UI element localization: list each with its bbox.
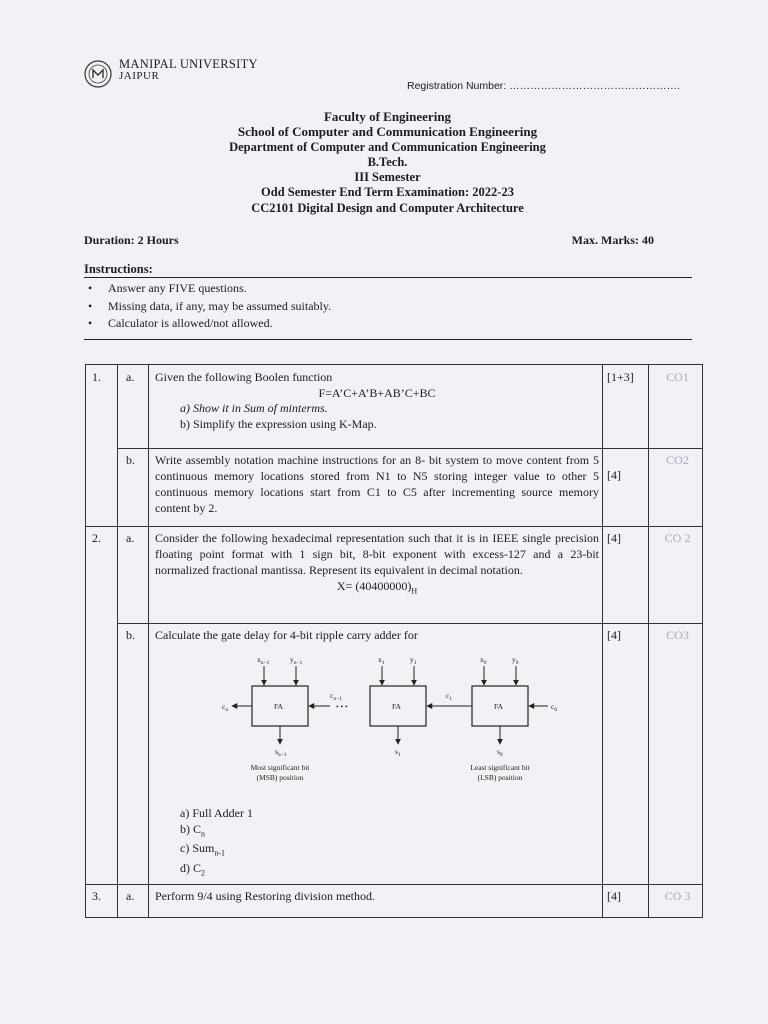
- divider: [84, 277, 692, 278]
- course-outcome: CO 2: [664, 531, 691, 545]
- subquestion-subscript: n-1: [214, 848, 226, 858]
- carry-in-label: $c_0$: [551, 702, 558, 713]
- subquestion-label: c): [180, 841, 190, 856]
- question-part: a.: [126, 370, 135, 384]
- hex-expression: [155, 578, 599, 599]
- question-marks: [4]: [607, 468, 621, 482]
- question-marks: [4]: [607, 531, 621, 545]
- subquestion-list: [155, 806, 599, 881]
- row-divider: [117, 448, 703, 449]
- fa-label-lsb: FA: [494, 702, 504, 711]
- subquestion-text: C: [193, 821, 202, 836]
- registration-number-field: Registration Number: ………………………………………….: [407, 80, 681, 92]
- carry-out-label: $c_n$: [222, 702, 229, 713]
- program-line: B.Tech.: [367, 154, 408, 169]
- subquestion-label: b): [180, 821, 190, 836]
- university-name: MANIPAL UNIVERSITY: [119, 57, 258, 71]
- instructions-title: Instructions:: [84, 262, 153, 276]
- subquestion-subscript: n: [201, 828, 206, 838]
- subquestion-subscript: 2: [201, 868, 206, 878]
- divider: [84, 339, 692, 340]
- course-outcome: CO3: [666, 628, 689, 642]
- row-divider: [85, 526, 703, 527]
- lsb-caption-line1: Least significant bit: [470, 763, 530, 772]
- input-label-y-msb: $y_{n-1}$: [290, 655, 303, 666]
- input-label-y-1: $y_1$: [410, 655, 417, 666]
- carry-label-msb-in: $c_{n-1}$: [330, 691, 342, 702]
- school-line: School of Computer and Communication Engineering: [237, 124, 538, 140]
- subquestion: [180, 841, 599, 861]
- question-number: 3.: [92, 889, 101, 903]
- output-label-sum-0: $s_0$: [497, 747, 503, 758]
- msb-caption-line2: (MSB) position: [256, 773, 304, 782]
- course-outcome: CO1: [666, 370, 689, 384]
- max-marks: Max. Marks: 40: [571, 233, 654, 247]
- question-marks: [1+3]: [607, 370, 634, 384]
- subquestion-text: Sum: [192, 841, 215, 856]
- subquestion: [180, 822, 599, 842]
- question-intro: Given the following Boolen function: [155, 370, 333, 384]
- input-label-y-0: $y_0$: [512, 655, 519, 666]
- ripple-carry-adder-diagram: [156, 652, 576, 792]
- subquestion-label: d): [180, 861, 190, 876]
- table-border: [85, 917, 703, 918]
- question-part: a.: [126, 531, 135, 545]
- course-outcome: CO2: [666, 453, 689, 467]
- exam-heading: [150, 109, 625, 216]
- course-line: CC2101 Digital Design and Computer Architecture: [251, 200, 524, 215]
- subquestion-block: [155, 806, 599, 881]
- hex-value: X= (40400000): [336, 579, 412, 593]
- exam-line: Odd Semester End Term Examination: 2022-23: [261, 185, 514, 200]
- table-border: [85, 364, 703, 365]
- row-divider: [117, 623, 703, 624]
- semester-line: III Semester: [354, 170, 421, 185]
- instruction-item: • Answer any FIVE questions.: [88, 280, 331, 298]
- faculty-line: Faculty of Engineering: [323, 109, 452, 124]
- question-text: [155, 369, 599, 432]
- subquestion: [180, 861, 599, 881]
- hex-subscript: H: [411, 586, 418, 596]
- department-line: Department of Computer and Communication Engineering: [229, 139, 546, 154]
- table-border: [85, 364, 86, 918]
- input-label-x-msb: $x_{n-1}$: [257, 655, 270, 666]
- subquestion-text: C: [193, 861, 202, 876]
- question-text: Write assembly notation machine instructions for an 8- bit system to move content from 5 continuous memory locations stored from N1 to N5 storing integer value to other 5 continuous memory locations start from C1 to C5 after incrementing source memory content by 2.: [155, 453, 599, 515]
- duration: Duration: 2 Hours: [84, 233, 179, 247]
- question-number: 2.: [92, 531, 101, 545]
- subquestion-list: [155, 401, 599, 432]
- fa-label-mid: FA: [392, 702, 402, 711]
- question-part: a.: [126, 889, 135, 903]
- question-table: [85, 364, 703, 918]
- course-outcome: CO 3: [664, 889, 691, 903]
- question-part: b.: [126, 628, 135, 642]
- output-label-sum-1: $s_1$: [395, 747, 401, 758]
- input-label-x-0: $x_0$: [480, 655, 487, 666]
- input-label-x-1: $x_1$: [378, 655, 385, 666]
- question-number: 1.: [92, 370, 101, 384]
- instruction-item: • Missing data, if any, may be assumed suitably.: [88, 298, 331, 316]
- instructions-list: [88, 280, 331, 333]
- question-body: Consider the following hexadecimal representation such that it is in IEEE single precision floating point format with 1 sign bit, 8-bit exponent with excess-127 and a 23-bit normalized fractional mantissa. Represent its equivalent in decimal notation.: [155, 531, 599, 577]
- question-part: b.: [126, 453, 135, 467]
- subquestion: b) Simplify the expression using K-Map.: [180, 416, 377, 431]
- university-logo: [82, 58, 118, 90]
- fa-label-msb: FA: [274, 702, 284, 711]
- subquestion-text: Full Adder 1: [192, 806, 253, 820]
- lsb-caption-line2: (LSB) position: [477, 773, 523, 782]
- subquestion: [180, 806, 599, 822]
- boolean-expression: F=A’C+A’B+AB’C+BC: [318, 386, 436, 400]
- carry-ellipsis: • • •: [336, 702, 348, 711]
- university-city: JAIPUR: [119, 70, 160, 82]
- question-marks: [4]: [607, 628, 621, 642]
- subquestion: a) Show it in Sum of minterms.: [180, 401, 328, 415]
- carry-label-1: $c_1$: [446, 691, 453, 702]
- question-text: Calculate the gate delay for 4-bit ripple carry adder for: [155, 628, 418, 642]
- question-marks: [4]: [607, 889, 621, 903]
- question-text: Perform 9/4 using Restoring division method.: [155, 889, 375, 903]
- instruction-item: • Calculator is allowed/not allowed.: [88, 315, 331, 333]
- subquestion-label: a): [180, 806, 190, 820]
- msb-caption-line1: Most significant bit: [250, 763, 310, 772]
- row-divider: [85, 884, 703, 885]
- output-label-sum-msb: $s_{n-1}$: [275, 747, 287, 758]
- question-text: [155, 530, 599, 599]
